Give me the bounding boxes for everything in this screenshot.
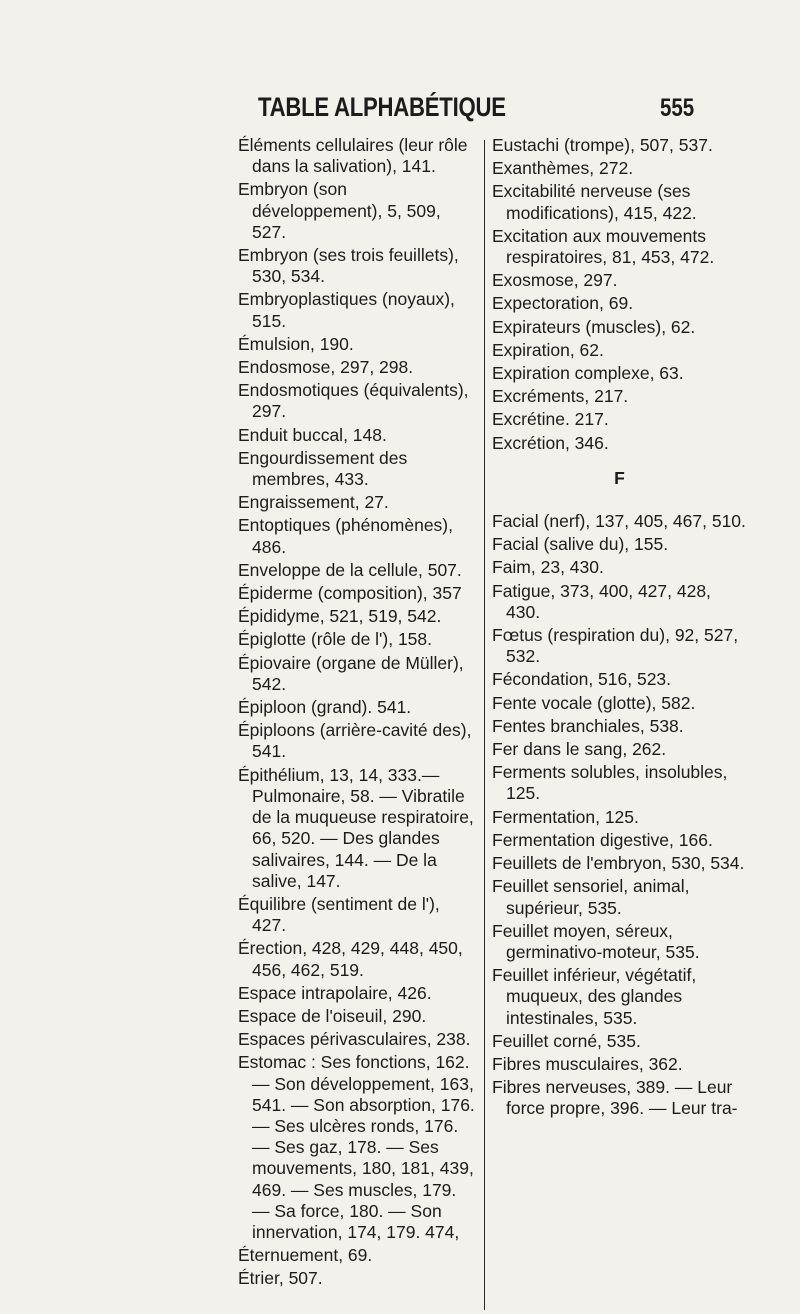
index-entry: Embryon (son développement), 5, 509, 527. xyxy=(238,179,441,242)
index-entry: Éternuement, 69. xyxy=(238,1245,373,1266)
index-entry: Épiovaire (organe de Müller), 542. xyxy=(238,652,464,694)
index-entry: Estomac : Ses fonctions, 162. — Son développement, 163, 541. — Son absorption, 176. — Ses ulcères ronds, 176. — Ses gaz, 178. — Ses mouvements, 180, 181, 439, 469. — Ses muscles, 179. — Sa force, 180. — Son innervation, 174, 179. 474, xyxy=(238,1052,475,1242)
index-entry: Embryon (ses trois feuillets), 530, 534. xyxy=(238,245,459,287)
index-entry: Expirateurs (muscles), 62. xyxy=(492,316,696,337)
index-entry: Éléments cellulaires (leur rôle dans la salivation), 141. xyxy=(238,135,468,177)
index-entry: Ferments solubles, insolubles, 125. xyxy=(492,762,728,804)
index-entry: Espaces périvasculaires, 238. xyxy=(238,1029,471,1050)
index-entry: Embryoplastiques (noyaux), 515. xyxy=(238,289,455,331)
index-entry: Fibres nerveuses, 389. — Leur force propre, 396. — Leur tra- xyxy=(492,1077,738,1119)
index-entry: Excitabilité nerveuse (ses modifications), 415, 422. xyxy=(492,181,697,223)
index-entry: Excrétion, 346. xyxy=(492,432,609,453)
index-entry: Épiploons (arrière-cavité des), 541. xyxy=(238,720,472,762)
section-letter-f: F xyxy=(614,467,625,488)
index-entry: Eustachi (trompe), 507, 537. xyxy=(492,135,713,155)
index-entry: Fente vocale (glotte), 582. xyxy=(492,692,696,713)
page-title: TABLE ALPHABÉTIQUE xyxy=(258,92,506,122)
index-entry: Fer dans le sang, 262. xyxy=(492,739,667,760)
index-column-right xyxy=(492,135,747,1122)
index-entry: Excrétine. 217. xyxy=(492,409,609,430)
index-entry: Espace de l'oiseuil, 290. xyxy=(238,1005,427,1026)
index-entry: Feuillet corné, 535. xyxy=(492,1030,641,1051)
index-entry: Expiration, 62. xyxy=(492,339,604,360)
index-entry: Exosmose, 297. xyxy=(492,270,618,291)
index-entry: Entoptiques (phénomènes), 486. xyxy=(238,515,453,557)
index-entry: Épiploon (grand). 541. xyxy=(238,697,412,718)
index-entry: Érection, 428, 429, 448, 450, 456, 462, 519. xyxy=(238,938,463,980)
index-entry: Expectoration, 69. xyxy=(492,293,634,314)
index-entry: Fentes branchiales, 538. xyxy=(492,715,684,736)
index-entry: Fœtus (respiration du), 92, 527, 532. xyxy=(492,625,739,667)
page-number: 555 xyxy=(660,94,695,122)
index-entry: Espace intrapolaire, 426. xyxy=(238,982,432,1003)
index-entry: Excitation aux mouvements respiratoires, 81, 453, 472. xyxy=(492,225,715,268)
index-entry: Exanthèmes, 272. xyxy=(492,158,634,179)
index-entry: Équilibre (sentiment de l'), 427. xyxy=(238,893,440,936)
index-entry: Enduit buccal, 148. xyxy=(238,424,387,445)
index-entry: Fécondation, 516, 523. xyxy=(492,669,672,690)
index-entry: Fermentation, 125. xyxy=(492,806,639,827)
index-entry: Épididyme, 521, 519, 542. xyxy=(238,606,442,627)
index-entry: Épiglotte (rôle de l'), 158. xyxy=(238,629,433,650)
index-entry: Fatigue, 373, 400, 427, 428, 430. xyxy=(492,580,711,622)
index-entry: Endosmotiques (équivalents), 297. xyxy=(238,380,469,422)
index-entry: Engraissement, 27. xyxy=(238,492,389,513)
index-entry: Émulsion, 190. xyxy=(238,333,354,354)
index-entry: Faim, 23, 430. xyxy=(492,557,604,578)
index-entry: Épithélium, 13, 14, 333.— Pulmonaire, 58. — Vibratile de la muqueuse respiratoire, 66, 520. — Des glandes salivaires, 144. — De la salive, 147. xyxy=(238,764,474,891)
index-entry: Fibres musculaires, 362. xyxy=(492,1053,683,1074)
index-entry: Feuillet moyen, séreux, germinativo-moteur, 535. xyxy=(492,920,700,962)
index-entry: Facial (nerf), 137, 405, 467, 510. xyxy=(492,511,746,532)
index-entry: Facial (salive du), 155. xyxy=(492,534,669,555)
index-entry: Expiration complexe, 63. xyxy=(492,363,684,384)
index-column-left xyxy=(238,135,478,1292)
index-entry: Feuillet sensoriel, animal, supérieur, 535. xyxy=(492,876,690,918)
index-entry: Fermentation digestive, 166. xyxy=(492,829,713,850)
index-entry: Feuillet inférieur, végétatif, muqueux, des glandes intestinales, 535. xyxy=(492,965,697,1028)
index-entry: Engourdissement des membres, 433. xyxy=(238,447,408,490)
index-entry: Endosmose, 297, 298. xyxy=(238,357,414,378)
index-entry: Épiderme (composition), 357 xyxy=(238,583,462,604)
index-entry: Étrier, 507. xyxy=(238,1268,323,1289)
column-divider xyxy=(484,140,485,1310)
index-entry: Excréments, 217. xyxy=(492,386,629,407)
index-entry: Enveloppe de la cellule, 507. xyxy=(238,559,462,580)
index-entry: Feuillets de l'embryon, 530, 534. xyxy=(492,853,745,874)
